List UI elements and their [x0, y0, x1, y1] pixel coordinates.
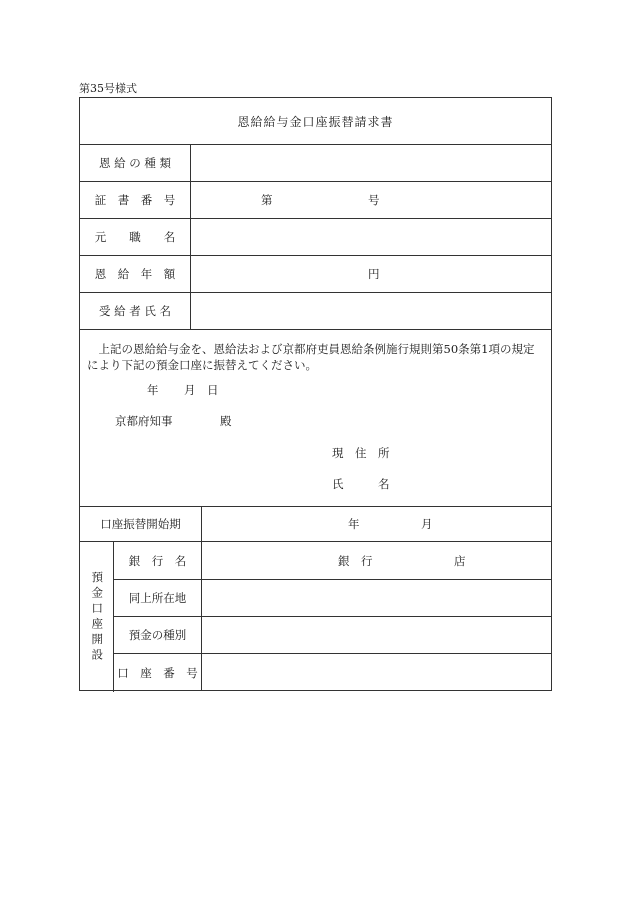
bank-location-label: 同上所在地 [114, 580, 202, 616]
start-year: 年 [348, 517, 360, 531]
annual-amount-row [80, 256, 551, 293]
yen-unit: 円 [368, 267, 380, 281]
bank-location-row [114, 580, 551, 617]
annual-amount-field[interactable] [191, 256, 551, 292]
certificate-suffix: 号 [368, 193, 380, 207]
pension-type-field[interactable] [191, 145, 551, 181]
annual-amount-label: 恩 給 年 額 [80, 256, 191, 292]
pension-type-label: 恩 給 の 種 類 [80, 145, 191, 181]
date-month: 月 [184, 383, 196, 397]
request-form [79, 97, 552, 691]
recipient-name-label: 受 給 者 氏 名 [80, 293, 191, 329]
account-number-label: 口 座 番 号 [114, 654, 202, 691]
bank-location-field[interactable] [202, 580, 551, 616]
former-post-label: 元 職 名 [80, 219, 191, 255]
bank-name-label: 銀 行 名 [114, 542, 202, 579]
branch-suffix: 店 [454, 553, 466, 568]
former-post-row [80, 219, 551, 256]
current-address-label: 現 住 所 [332, 446, 390, 460]
recipient-name-row [80, 293, 551, 330]
bank-name-row [114, 542, 551, 580]
start-period-field[interactable] [202, 507, 551, 541]
form-title: 恩給給与金口座振替請求書 [80, 98, 551, 145]
account-number-row [114, 654, 551, 691]
certificate-prefix: 第 [261, 193, 273, 207]
addressee: 京都府知事 [115, 414, 173, 428]
request-statement [80, 330, 551, 507]
account-number-field[interactable] [202, 654, 551, 691]
date-year: 年 [147, 383, 159, 397]
bank-account-section-label: 預金口座開設 [80, 542, 114, 692]
deposit-type-label: 預金の種別 [114, 617, 202, 653]
statement-text: 上記の恩給給与金を、恩給法および京都府吏員恩給条例施行規則第50条第1項の規定により下記の預金口座に振替えてください。 [87, 342, 535, 372]
bank-suffix: 銀 行 [338, 553, 373, 568]
start-period-label: 口座振替開始期 [80, 507, 202, 541]
former-post-field[interactable] [191, 219, 551, 255]
recipient-name-field[interactable] [191, 293, 551, 329]
certificate-number-field[interactable] [191, 182, 551, 218]
date-day: 日 [207, 383, 219, 397]
honorific: 殿 [220, 414, 232, 428]
pension-type-row [80, 145, 551, 182]
start-period-row [80, 507, 551, 542]
bank-name-field[interactable] [202, 542, 551, 579]
deposit-type-field[interactable] [202, 617, 551, 653]
start-month: 月 [421, 517, 433, 531]
applicant-name-label: 氏 名 [332, 477, 390, 491]
form-number: 第35号様式 [79, 82, 137, 95]
certificate-number-label: 証 書 番 号 [80, 182, 191, 218]
deposit-type-row [114, 617, 551, 654]
certificate-number-row [80, 182, 551, 219]
